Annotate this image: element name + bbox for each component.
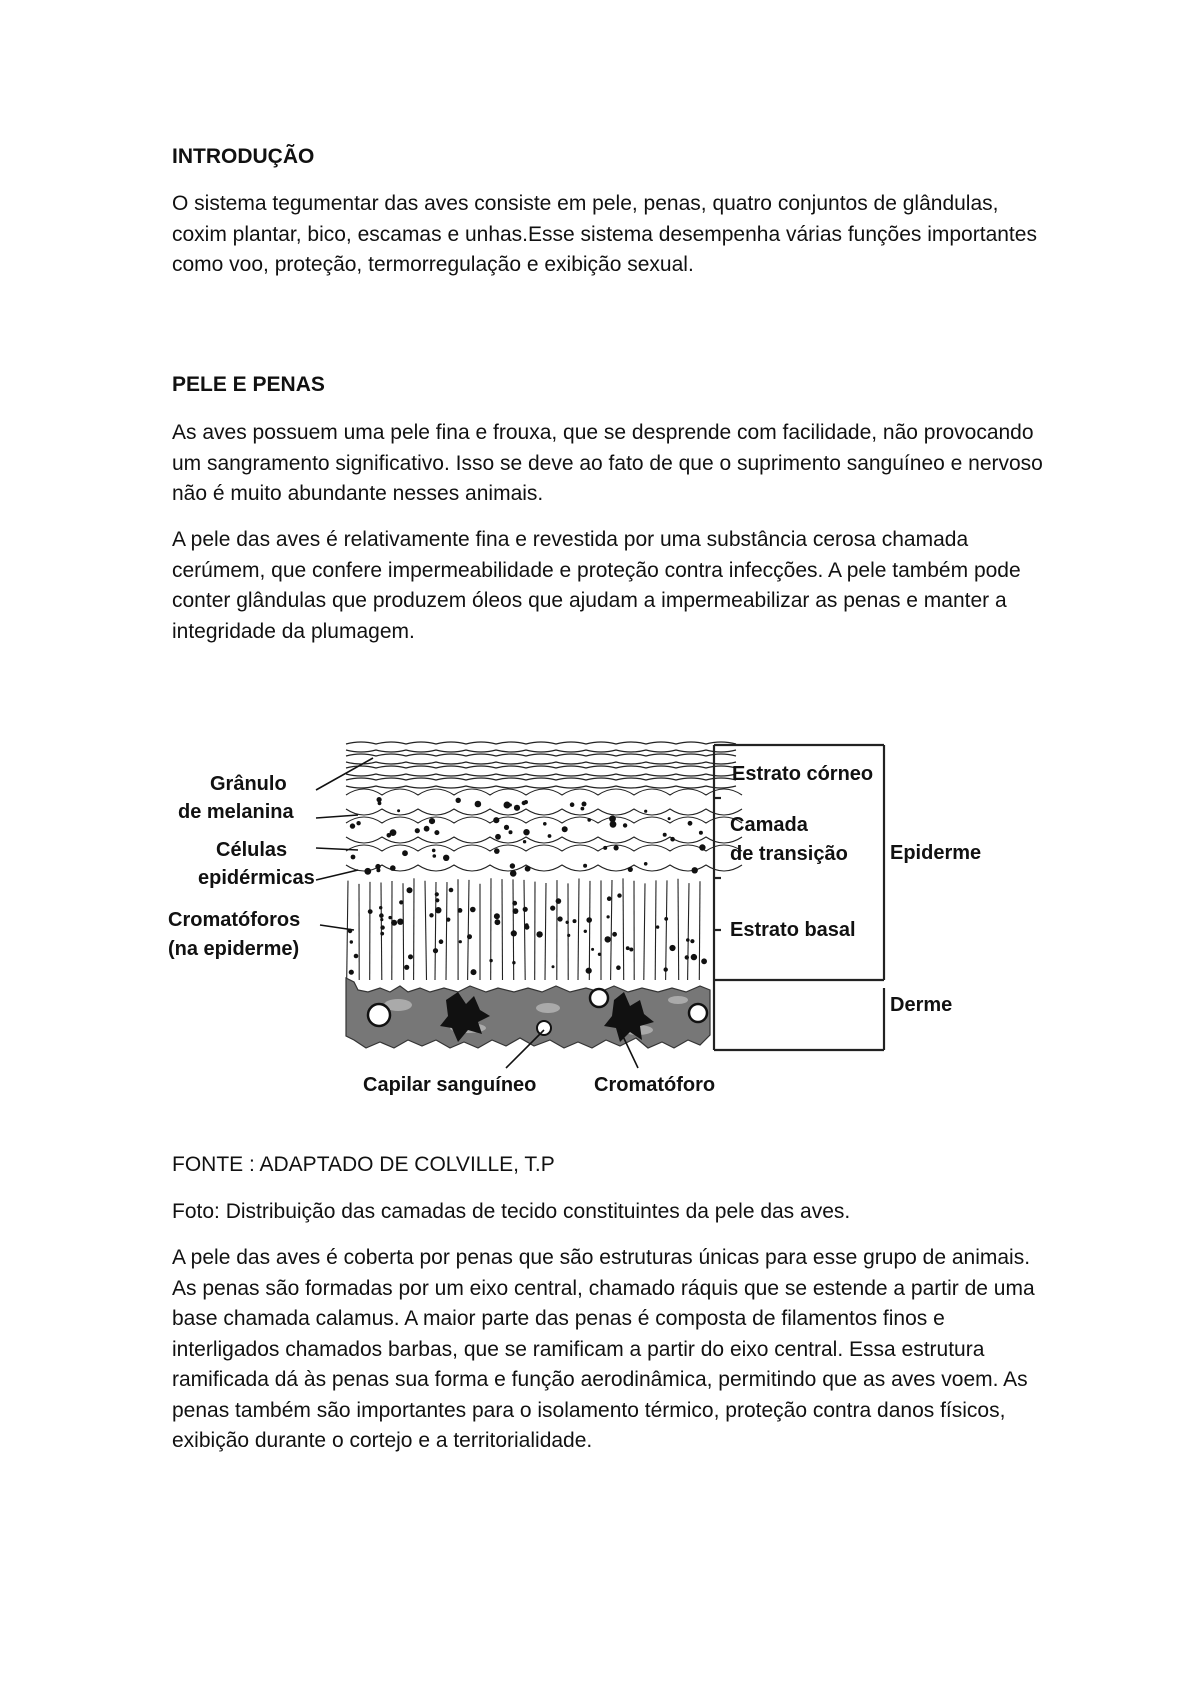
label-cromatoforos-2: (na epiderme) (168, 938, 300, 960)
melanin-granule (495, 834, 501, 840)
basal-cell-line (403, 883, 404, 980)
basal-dot (489, 959, 492, 962)
basal-dot (550, 906, 555, 911)
melanin-granule (525, 866, 531, 872)
corneo-line (346, 762, 736, 764)
melanin-granule (522, 801, 526, 805)
label-epiderme: Epiderme (890, 842, 982, 864)
label-estrato-corneo: Estrato córneo (732, 763, 874, 785)
melanin-granule (603, 846, 607, 850)
basal-dot (617, 893, 621, 897)
basal-dot (566, 921, 569, 924)
melanin-granule (443, 855, 449, 861)
basal-dot (380, 925, 384, 929)
basal-dot (607, 896, 612, 901)
corneo-line (346, 766, 736, 768)
basal-cell-line (381, 883, 382, 980)
basal-dot (629, 948, 633, 952)
basal-dot (586, 917, 592, 923)
basal-dot (459, 940, 462, 943)
basal-dot (512, 961, 515, 964)
basal-dot (686, 938, 690, 942)
basal-dot (511, 930, 517, 936)
melanin-granule (494, 848, 500, 854)
basal-dot (573, 919, 577, 923)
label-camada-2: de transição (730, 843, 848, 865)
melanin-granule (397, 809, 400, 812)
melanin-granule (581, 807, 585, 811)
basal-dot (467, 934, 472, 939)
label-celulas-2: epidérmicas (198, 867, 315, 889)
penas-paragraph: A pele das aves é coberta por penas que são estruturas únicas para esse grupo de animais. As penas são formadas por um eixo central, chamado ráquis que se estende a partir de uma base chamada calamus. A maior parte das penas é composta de filamentos finos e interligados chamados barbas, que se ramificam a partir do eixo central. Essa estrutura ramificada dá às penas sua forma e função aerodinâmica, permitindo que as aves voem. As penas também são importantes para o isolamento térmico, proteção contra danos físicos, exibição durante o cortejo e a territorialidade. (172, 1246, 1035, 1452)
basal-dot (605, 936, 611, 942)
basal-dot (513, 908, 519, 914)
basal-dot (523, 907, 528, 912)
basal-dot (495, 919, 501, 925)
label-granulo-2: de melanina (178, 801, 294, 823)
basal-dot (354, 954, 359, 959)
basal-dot (433, 948, 438, 953)
basal-dot (435, 907, 441, 913)
derme-layer (346, 978, 710, 1048)
basal-dot (567, 934, 570, 937)
corneo-line (346, 786, 736, 788)
basal-dot (380, 918, 383, 921)
basal-dot (685, 955, 689, 959)
basal-dot (656, 925, 659, 928)
transition-line (346, 845, 742, 851)
melanin-granule (429, 818, 435, 824)
melanin-granule (475, 801, 482, 808)
basal-dot (435, 892, 439, 896)
basal-cell-line (644, 883, 645, 980)
basal-cell-line (425, 881, 427, 980)
label-cromatoforos-1: Cromatóforos (168, 909, 301, 931)
melanin-granule (668, 817, 671, 820)
transition-line (346, 817, 742, 823)
melanin-granules (350, 797, 706, 877)
basal-cell-line (435, 882, 436, 980)
basal-dot (379, 913, 384, 918)
melanin-granule (628, 867, 633, 872)
corneo-line (346, 778, 736, 780)
melanin-granule (699, 844, 705, 850)
melanin-granule (415, 828, 420, 833)
melanin-granule (509, 830, 513, 834)
label-derme: Derme (890, 994, 953, 1016)
basal-dot (407, 887, 413, 893)
basal-dot (669, 945, 675, 951)
basal-dot (494, 913, 500, 919)
corneo-line (346, 754, 736, 756)
basal-dot (391, 920, 397, 926)
basal-dot (404, 965, 409, 970)
basal-dot (458, 908, 463, 913)
basal-dot (664, 917, 668, 921)
label-granulo-1: Grânulo (210, 773, 287, 795)
basal-dot (380, 932, 384, 936)
transition-line (346, 865, 742, 871)
melanin-granule (688, 821, 693, 826)
melanin-granule (548, 834, 552, 838)
melanin-granule (543, 822, 547, 826)
pele-paragraph-2: A pele das aves é relativamente fina e revestida por uma substância cerosa chamada cerúmem, que confere impermeabilidade e proteção contra infecções. A pele também pode conter glândulas que produzem óleos que ajudam a impermeabilizar as penas e manter a integridade da plumagem. (172, 528, 1021, 643)
basal-dot (379, 906, 382, 909)
basal-cell-line (699, 881, 700, 980)
melanin-granule (587, 818, 591, 822)
melanin-granule (493, 817, 499, 823)
label-capilar: Capilar sanguíneo (363, 1074, 537, 1096)
melanin-granule (583, 864, 587, 868)
basal-cell-line (468, 880, 469, 980)
basal-dot (446, 918, 450, 922)
basal-dot (690, 939, 694, 943)
basal-cell-line (513, 879, 514, 980)
basal-dot (691, 954, 697, 960)
basal-cell-line (655, 880, 656, 980)
figure-caption: Foto: Distribuição das camadas de tecido constituintes da pele das aves. (172, 1200, 851, 1223)
melanin-granule (663, 833, 667, 837)
intro-paragraph: O sistema tegumentar das aves consiste em pele, penas, quatro conjuntos de glândulas, coxim plantar, bico, escamas e unhas.Esse sistema desempenha várias funções importantes como voo, proteção, termorregulação e exibição sexual. (172, 192, 1037, 276)
basal-dot (524, 925, 529, 930)
basal-dot (558, 916, 563, 921)
basal-dot (664, 967, 668, 971)
basal-cell-line (545, 883, 546, 980)
melanin-granule (504, 802, 511, 809)
transition-line (346, 809, 742, 815)
basal-dot (408, 954, 413, 959)
melanin-granule (390, 865, 396, 871)
melanin-granule (523, 829, 529, 835)
melanin-granule (523, 840, 526, 843)
melanin-granule (692, 867, 698, 873)
basal-dot (349, 970, 354, 975)
melanin-granule (610, 821, 617, 828)
melanin-granule (377, 797, 382, 802)
melanin-granule (402, 850, 408, 856)
estrato-basal-layer (347, 878, 700, 980)
melanin-granule (433, 854, 437, 858)
basal-dot (598, 953, 601, 956)
melanin-granule (376, 868, 380, 872)
basal-dot (626, 946, 630, 950)
melanin-granule (356, 821, 360, 825)
melanin-granule (456, 798, 461, 803)
melanin-granule (364, 868, 371, 875)
basal-dot (471, 969, 477, 975)
basal-dot (429, 913, 433, 917)
source-caption: FONTE : ADAPTADO DE COLVILLE, T.P (172, 1153, 555, 1176)
melanin-granule (570, 802, 575, 807)
label-estrato-basal: Estrato basal (730, 919, 856, 941)
basal-dot (388, 916, 391, 919)
melanin-granule (510, 870, 517, 877)
melanin-granule (432, 849, 436, 853)
basal-dot (552, 965, 555, 968)
basal-dot (536, 931, 542, 937)
label-camada-1: Camada (730, 814, 808, 836)
corneo-line (346, 750, 736, 752)
capilar-icon (537, 1021, 551, 1035)
melanin-granule (699, 831, 703, 835)
basal-dot (350, 940, 353, 943)
melanin-granule (582, 802, 587, 807)
basal-cell-line (611, 880, 612, 980)
basal-dot (470, 907, 476, 913)
basal-cell-line (688, 883, 689, 980)
basal-cell-line (446, 882, 447, 980)
melanin-granule (510, 863, 515, 868)
estrato-corneo-layer (346, 742, 736, 788)
melanin-granule (387, 833, 392, 838)
basal-dot (612, 932, 617, 937)
melanin-granule (562, 826, 568, 832)
transition-line (346, 837, 742, 843)
melanin-granule (424, 826, 430, 832)
camada-transicao-layer (346, 789, 742, 871)
basal-dot (616, 965, 621, 970)
melanin-granule (644, 810, 647, 813)
basal-dot (449, 888, 454, 893)
basal-dot (512, 901, 517, 906)
basal-cell-line (524, 880, 525, 980)
basal-dot (435, 898, 439, 902)
melanin-granule (514, 805, 520, 811)
label-celulas-1: Células (216, 839, 288, 861)
basal-cell-line (623, 878, 624, 980)
basal-dot (439, 939, 444, 944)
melanin-granule (670, 837, 675, 842)
pele-heading: PELE E PENAS (172, 373, 325, 396)
basal-dot (607, 915, 610, 918)
basal-dot (591, 948, 594, 951)
basal-dot (556, 898, 562, 904)
basal-chromatophore-dots (348, 887, 707, 975)
melanin-granule (351, 855, 356, 860)
pele-paragraph-1: As aves possuem uma pele fina e frouxa, que se desprende com facilidade, não provocando um sangramento significativo. Isso se deve ao fato de que o suprimento sanguíneo e nervoso não é muito abundante nesses animais. (172, 421, 1043, 505)
melanin-granule (504, 825, 509, 830)
melanin-granule (614, 845, 619, 850)
label-cromatoforo: Cromatóforo (594, 1074, 716, 1096)
melanin-granule (350, 823, 355, 828)
basal-cell-line (678, 879, 679, 980)
transition-line (346, 789, 742, 795)
melanin-granule (644, 862, 648, 866)
basal-cell-line (589, 881, 590, 980)
basal-dot (368, 909, 373, 914)
basal-dot (701, 958, 707, 964)
basal-dot (397, 919, 403, 925)
melanin-granule (434, 830, 439, 835)
intro-heading: INTRODUÇÃO (172, 145, 315, 168)
melanin-granule (623, 823, 627, 827)
corneo-line (346, 774, 736, 776)
melanin-granule (378, 801, 382, 805)
skin-diagram-svg (168, 730, 1008, 1100)
skin-layers-diagram (168, 730, 1008, 1100)
basal-cell-line (502, 879, 503, 980)
basal-dot (586, 968, 592, 974)
corneo-line (346, 742, 736, 744)
basal-cell-line (666, 880, 667, 980)
basal-cell-line (578, 879, 579, 980)
basal-dot (399, 900, 403, 904)
basal-dot (584, 930, 587, 933)
